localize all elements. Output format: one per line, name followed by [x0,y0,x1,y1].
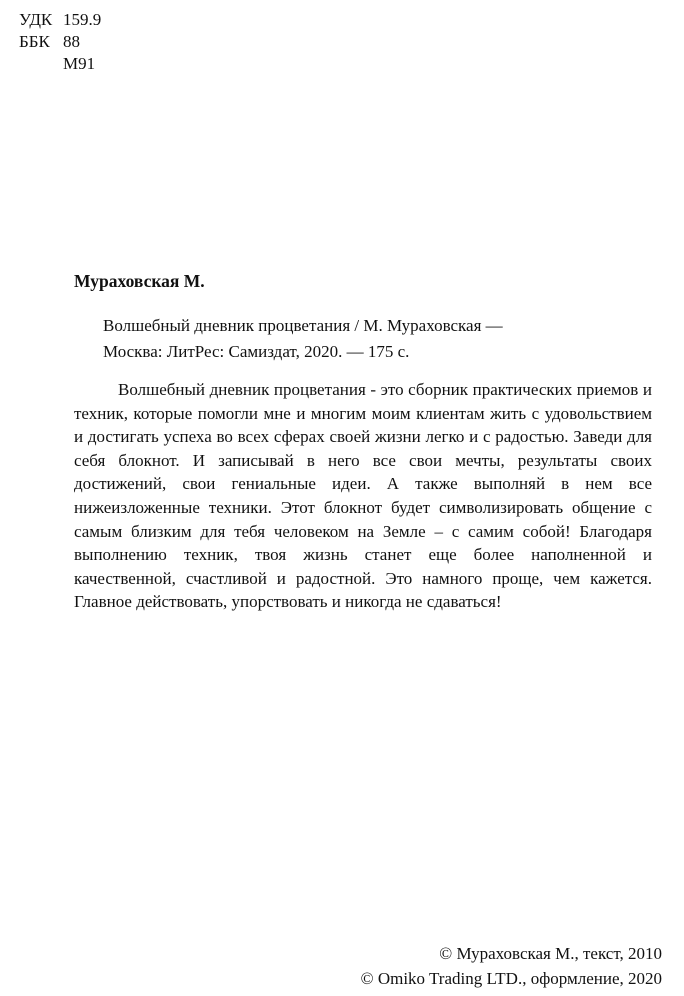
author-heading: Мураховская М. [74,271,205,291]
bibliographic-record [103,313,503,365]
bib-publication-line: Москва: ЛитРес: Самиздат, 2020. — 175 с. [103,342,410,361]
copyright-design-line: © Omiko Trading LTD., оформление, 2020 [360,969,662,988]
bib-title-line: Волшебный дневник процветания / М. Мураховская — [103,316,503,335]
udk-value: 159.9 [63,10,102,29]
bbk-row [19,31,101,53]
copyright-text-line: © Мураховская М., текст, 2010 [439,944,662,963]
author-mark: М91 [63,54,96,73]
bbk-value: 88 [63,32,80,51]
author-mark-row [19,53,101,75]
copyright-block [361,941,662,991]
abstract-paragraph: Волшебный дневник процветания - это сборник практических приемов и техник, которые помогли мне и многим моим клиентам жить с удовольствием и достигать успеха во всех сферах своей жизни легко и с радостью. Заведи для себя блокнот. И записывай в него все свои мечты, результаты своих достижений, свои гениальные идеи. А также выполняй в нем все нижеизложенные техники. Этот блокнот будет символизировать общение с самым близким для тебя человеком на Земле – с самим собой! Благодаря выполнению техник, твоя жизнь станет еще более наполненной и качественной, счастливой и радостной. Это намного проще, чем кажется. Главное действовать, упорствовать и никогда не сдаваться! [74,380,652,612]
bbk-label: ББК [19,32,50,51]
udk-row [19,9,101,31]
classification-codes [19,9,101,75]
udk-label: УДК [19,10,53,29]
